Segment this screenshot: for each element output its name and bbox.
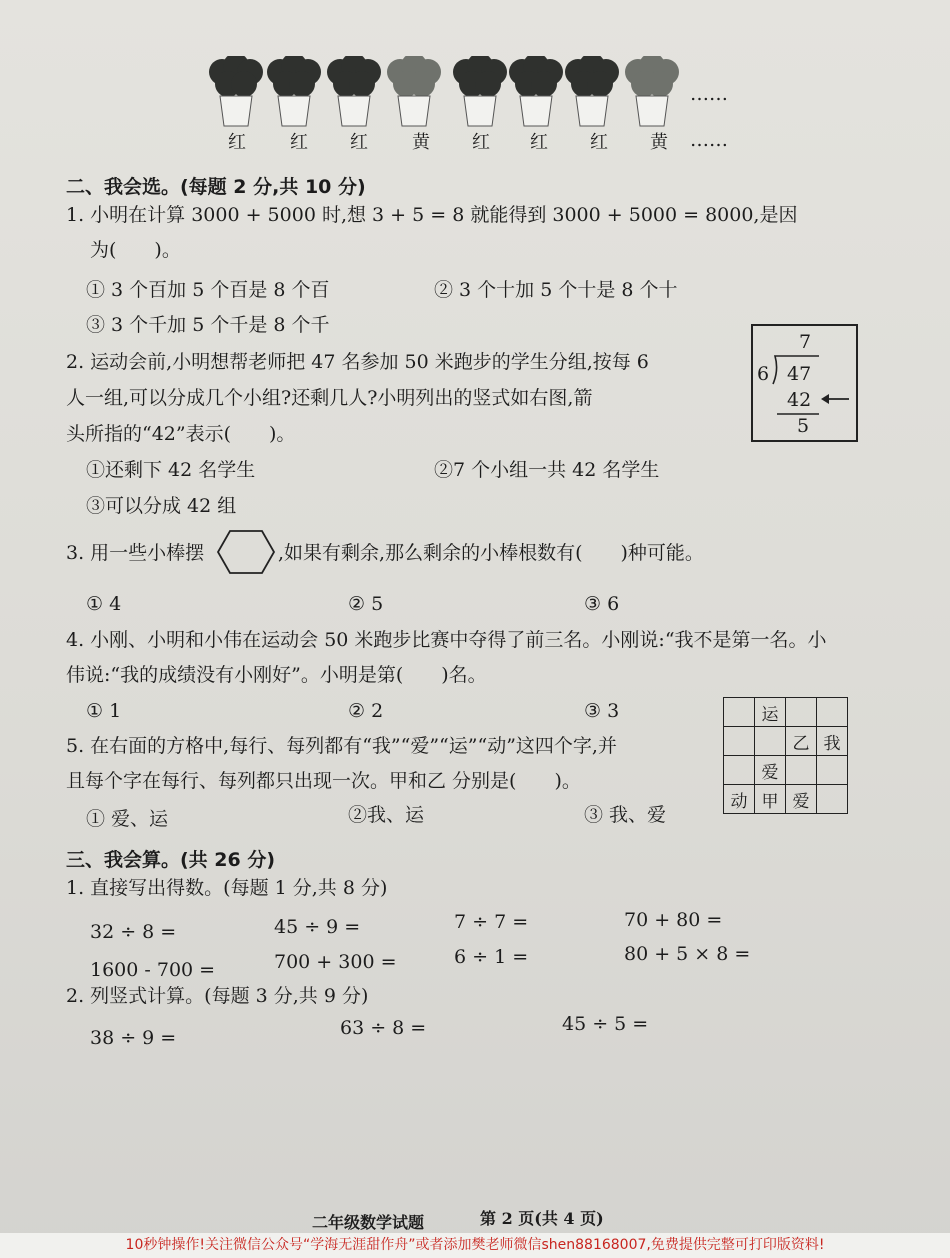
oral-problem: 6 ÷ 1 = (454, 946, 529, 968)
flower-pot-icon (453, 56, 507, 126)
flower-color-label: 红 (530, 132, 548, 153)
grid-cell (817, 756, 848, 785)
long-division-figure (751, 324, 858, 442)
flower-pot-icon (509, 56, 563, 126)
q5-option3: ③ 我、爱 (584, 804, 667, 826)
grid-cell (724, 698, 755, 727)
q4-line1: 4. 小刚、小明和小伟在运动会 50 米跑步比赛中夺得了前三名。小刚说:“我不是第一名。小 (66, 629, 827, 651)
division-divisor: 6 (757, 363, 770, 385)
arrow-left-icon (819, 390, 851, 408)
grid-cell (817, 785, 848, 814)
q4-option1: ① 1 (86, 700, 122, 722)
grid-cell (817, 698, 848, 727)
q1-option1: ① 3 个百加 5 个百是 8 个百 (86, 279, 330, 301)
oral-problem: 70 + 80 = (624, 909, 723, 931)
flower-color-label: 红 (472, 132, 490, 153)
q2-line2: 人一组,可以分成几个小组?还剩几人?小明列出的竖式如右图,箭 (66, 387, 593, 409)
q4-option3: ③ 3 (584, 700, 620, 722)
grid-row (724, 727, 848, 756)
flower-pot-icon (565, 56, 619, 126)
q2-option3: ③可以分成 42 组 (86, 495, 237, 517)
flower-color-label: 红 (290, 132, 308, 153)
oral-problem: 45 ÷ 9 = (274, 916, 361, 938)
vertical-problem-2: 63 ÷ 8 = (340, 1017, 427, 1039)
oral-problem: 32 ÷ 8 = (90, 921, 177, 943)
q1-line2: 为( )。 (90, 239, 181, 261)
q4-option2: ② 2 (348, 700, 384, 722)
flower-color-label: 红 (590, 132, 608, 153)
grid-row (724, 698, 848, 727)
q2-line3: 头所指的“42”表示( )。 (66, 423, 296, 445)
flower-pot-icon (267, 56, 321, 126)
flower-pot-icon (209, 56, 263, 126)
flower-ellipsis-bottom: …… (690, 129, 728, 151)
division-quotient: 7 (799, 331, 812, 353)
vertical-problem-3: 45 ÷ 5 = (562, 1013, 649, 1035)
q2-line1: 2. 运动会前,小明想帮老师把 47 名参加 50 米跑步的学生分组,按每 6 (66, 351, 649, 373)
grid-cell: 我 (817, 727, 848, 756)
grid-cell (755, 727, 786, 756)
grid-row (724, 785, 848, 814)
promo-banner: 10秒钟操作!关注微信公众号“学海无涯甜作舟”或者添加樊老师微信shen88168007,免费提供完整可打印版资料! (0, 1233, 950, 1258)
grid-cell: 甲 (755, 785, 786, 814)
q3-option3: ③ 6 (584, 593, 620, 615)
grid-cell (786, 756, 817, 785)
flower-color-label: 红 (350, 132, 368, 153)
hexagon-icon (216, 528, 276, 576)
section3-part2-header: 2. 列竖式计算。(每题 3 分,共 9 分) (66, 985, 369, 1007)
flower-pot-icon (327, 56, 381, 126)
grid-cell: 动 (724, 785, 755, 814)
flower-pot-icon (387, 56, 441, 126)
q5-option2: ②我、运 (348, 804, 425, 826)
section3-header: 三、我会算。(共 26 分) (66, 849, 276, 871)
q5-option1: ① 爱、运 (86, 808, 169, 830)
q3-suffix: ,如果有剩余,那么剩余的小棒根数有( )种可能。 (278, 542, 704, 564)
q3-prefix: 3. 用一些小棒摆 (66, 542, 205, 564)
page-number: 第 2 页(共 4 页) (480, 1209, 604, 1228)
grid-cell: 乙 (786, 727, 817, 756)
vertical-problem-1: 38 ÷ 9 = (90, 1027, 177, 1049)
q2-option1: ①还剩下 42 名学生 (86, 459, 256, 481)
grid-cell: 爱 (786, 785, 817, 814)
flower-color-label: 红 (228, 132, 246, 153)
flower-row (208, 56, 708, 132)
grid-cell: 运 (755, 698, 786, 727)
oral-problem: 700 + 300 = (274, 951, 397, 973)
division-dividend: 47 (787, 363, 812, 385)
word-grid (723, 697, 848, 814)
q3-option2: ② 5 (348, 593, 384, 615)
q5-line1: 5. 在右面的方格中,每行、每列都有“我”“爱”“运”“动”这四个字,并 (66, 735, 617, 757)
oral-problem: 80 + 5 × 8 = (624, 943, 751, 965)
flower-pot-icon (625, 56, 679, 126)
grid-cell (724, 727, 755, 756)
flower-pots-image (208, 56, 708, 128)
q5-line2: 且每个字在每行、每列都只出现一次。甲和乙 分别是( )。 (66, 770, 581, 792)
oral-problem: 1600 - 700 = (90, 959, 216, 981)
grid-cell (724, 756, 755, 785)
grid-cell: 爱 (755, 756, 786, 785)
flower-ellipsis-top: …… (690, 83, 728, 105)
q3-option1: ① 4 (86, 593, 122, 615)
grid-cell (786, 698, 817, 727)
flower-pot-icon (209, 56, 679, 126)
q1-option2: ② 3 个十加 5 个十是 8 个十 (434, 279, 678, 301)
exam-title-footer: 二年级数学试题 (312, 1213, 425, 1232)
section2-header: 二、我会选。(每题 2 分,共 10 分) (66, 176, 366, 198)
grid-row (724, 756, 848, 785)
flower-color-label: 黄 (650, 132, 668, 153)
section3-part1-header: 1. 直接写出得数。(每题 1 分,共 8 分) (66, 877, 388, 899)
division-remainder: 5 (797, 415, 810, 437)
oral-problem: 7 ÷ 7 = (454, 911, 529, 933)
flower-color-label: 黄 (412, 132, 430, 153)
q4-line2: 伟说:“我的成绩没有小刚好”。小明是第( )名。 (66, 664, 487, 686)
division-product: 42 (787, 389, 812, 411)
q2-option2: ②7 个小组一共 42 名学生 (434, 459, 660, 481)
q1-line1: 1. 小明在计算 3000 + 5000 时,想 3 + 5 = 8 就能得到 3000 + 5000 = 8000,是因 (66, 204, 798, 226)
q1-option3: ③ 3 个千加 5 个千是 8 个千 (86, 314, 330, 336)
